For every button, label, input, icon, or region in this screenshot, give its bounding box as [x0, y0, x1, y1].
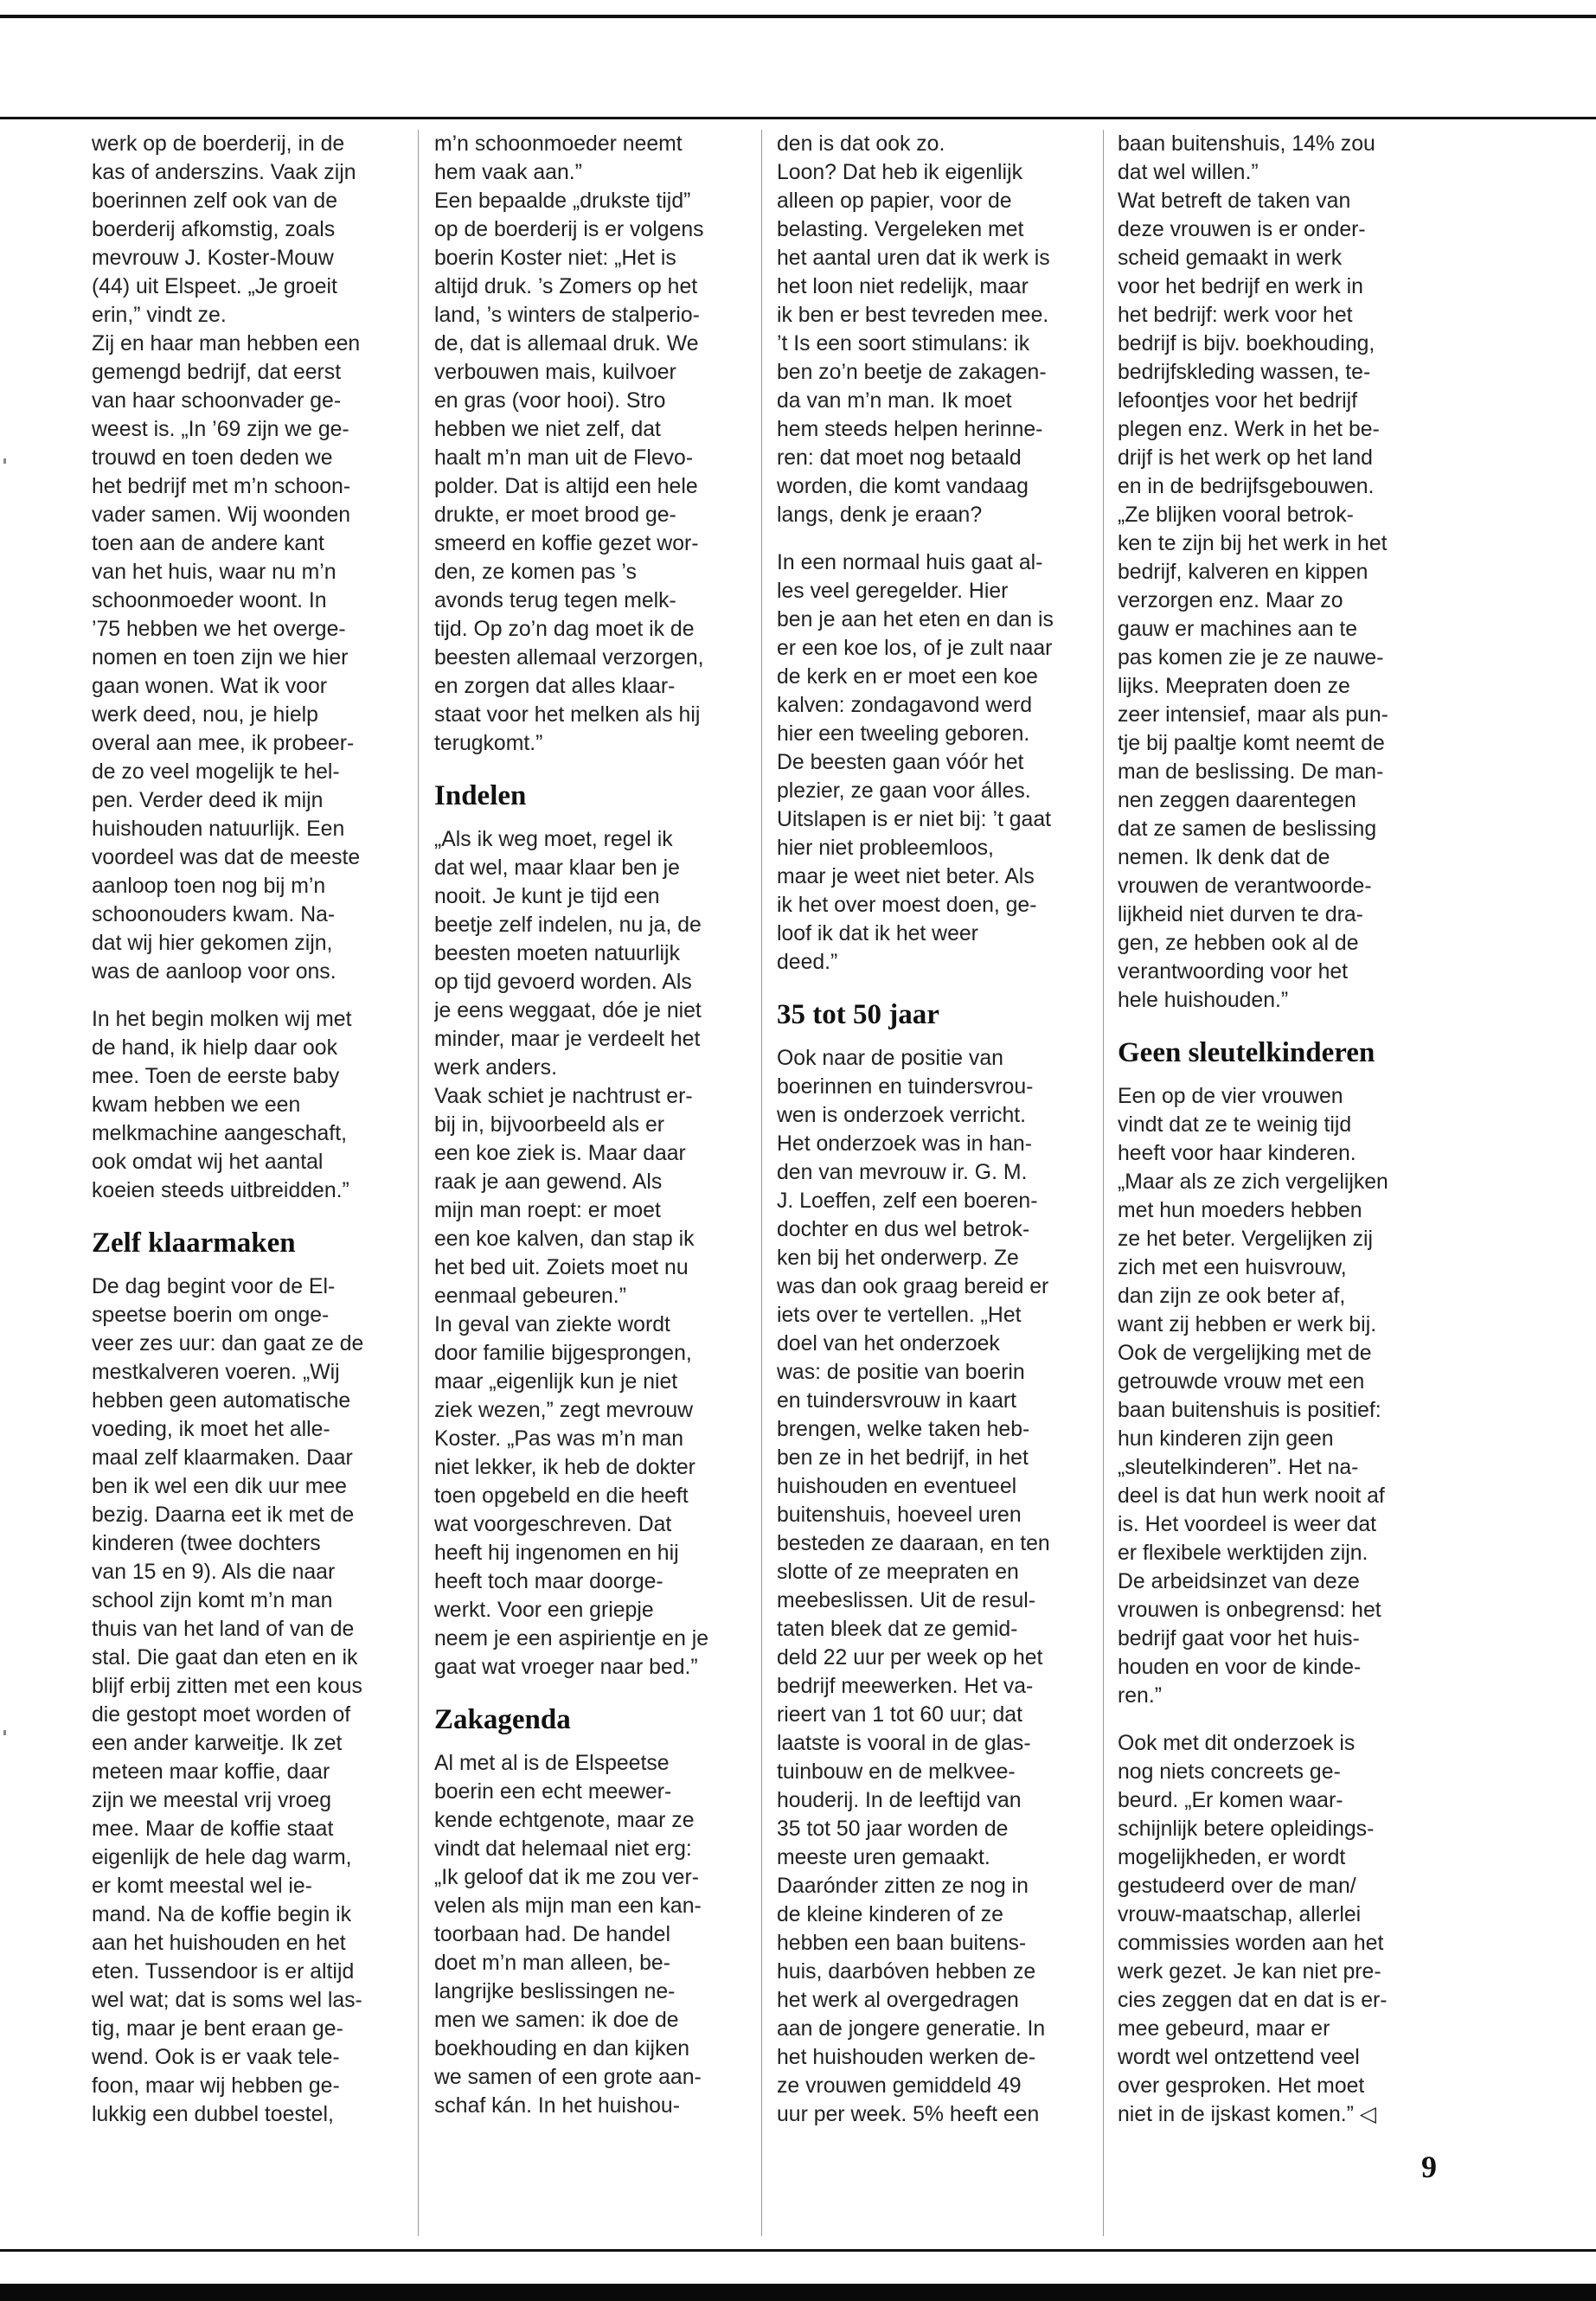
paragraph: In een normaal huis gaat al- les veel geregelder. Hier ben je aan het eten en dan is er een koe los, of je zult naar de kerk en er moet een koe kalven: zondagavond werd hier een tweeling geboren. De beesten gaan vóór het plezier, ze gaan voor álles. Uitslapen is er niet bij: ’t gaat hier niet probleemloos, maar je weet niet beter. Als ik het over moest doen, ge- loof ik dat ik het weer deed.”	[777, 551, 1054, 974]
page-number: 9	[1421, 2150, 1437, 2184]
article-column-4	[1118, 130, 1422, 2240]
frame-top-rule	[0, 117, 1596, 119]
paragraph: werk op de boerderij, in de kas of anderszins. Vaak zijn boerinnen zelf ook van de boerderij afkomstig, zoals mevrouw J. Koster-Mouw (44) uit Elspeet. „Je groeit erin,” vindt ze. Zij en haar man hebben een gemengd bedrijf, dat eerst van haar schoonvader ge- weest is. „In ’69 zijn we ge- trouwd en toen deden we het bedrijf met m’n schoon- vader samen. Wij woonden toen aan de andere kant van het huis, waar nu m’n schoonmoeder woont. In ’75 hebben we het overge- nomen en toen zijn we hier gaan wonen. Wat ik voor werk deed, nou, je hielp overal aan mee, ik probeer- de zo veel mogelijk te hel- pen. Verder deed ik mijn huishouden natuurlijk. Een voordeel was dat de meeste aanloop toen nog bij m’n schoonouders kwam. Na- dat wij hier gekomen zijn, was de aanloop voor ons.	[92, 132, 361, 984]
article-column-1	[92, 130, 396, 2240]
section-heading: Geen sleutelkinderen	[1118, 1037, 1375, 1068]
frame-bottom-rule	[0, 2249, 1596, 2252]
margin-mark	[3, 458, 6, 464]
section-heading: Zakagenda	[434, 1704, 571, 1735]
article-column-2	[434, 130, 739, 2240]
paragraph: De dag begint voor de El- speetse boerin om onge- veer zes uur: dan gaat ze de mestkalveren voeren. „Wij hebben geen automatische voeding, ik moet het alle- maal zelf klaarmaken. Daar ben ik wel een dik uur mee bezig. Daarna eet ik met de kinderen (twee dochters van 15 en 9). Als die naar school zijn komt m’n man thuis van het land of van de stal. Die gaat dan eten en ik blijf erbij zitten met een kous die gestopt moet worden of een ander karweitje. Ik zet meteen maar koffie, daar zijn we meestal vrij vroeg mee. Maar de koffie staat eigenlijk de hele dag warm, er komt meestal wel ie- mand. Na de koffie begin ik aan het huishouden en het eten. Tussendoor is er altijd wel wat; dat is soms wel las- tig, maar je bent eraan ge- wend. Ook is er vaak tele- foon, maar wij hebben ge- lukkig een dubbel toestel,	[92, 1275, 364, 2126]
paragraph: Al met al is de Elspeetse boerin een echt meewer- kende echtgenote, maar ze vindt dat helemaal niet erg: „Ik geloof dat ik me zou ver- velen als mijn man een kan- toorbaan had. De handel doet m’n man alleen, be- langrijke beslissingen ne- men we samen: ik doe de boekhouding en dan kijken we samen of een grote aan- schaf kán. In het huishou-	[434, 1752, 702, 2118]
paragraph: „Als ik weg moet, regel ik dat wel, maar klaar ben je nooit. Je kunt je tijd een beetje zelf indelen, nu ja, de beesten moeten natuurlijk op tijd gevoerd worden. Als je eens weggaat, dóe je niet minder, maar je verdeelt het werk anders. Vaak schiet je nachtrust er- bij in, bijvoorbeeld als er een koe ziek is. Maar daar raak je aan gewend. Als mijn man roept: er moet een koe kalven, dan stap ik het bed uit. Zoiets moet nu eenmaal gebeuren.” In geval van ziekte wordt door familie bijgesprongen, maar „eigenlijk kun je niet ziek wezen,” zegt mevrouw Koster. „Pas was m’n man niet lekker, ik heb de dokter toen opgebeld en die heeft wat voorgeschreven. Dat heeft hij ingenomen en hij heeft toch maar doorge- werkt. Voor een griepje neem je een aspirientje en je gaat wat vroeger naar bed.”	[434, 828, 709, 1679]
paragraph: baan buitenshuis, 14% zou dat wel willen.” Wat betreft de taken van deze vrouwen is er onder- scheid gemaakt in werk voor het bedrijf en werk in het bedrijf: werk voor het bedrijf is bijv. boekhouding, bedrijfskleding wassen, te- lefoontjes voor het bedrijf plegen enz. Werk in het be- drijf is het werk op het land en in de bedrijfsgebouwen. „Ze blijken vooral betrok- ken te zijn bij het werk in het bedrijf, kalveren en kippen verzorgen enz. Maar zo gauw er machines aan te pas komen zie je ze nauwe- lijks. Meepraten doen ze zeer intensief, maar als pun- tje bij paaltje komt neemt de man de beslissing. De man- nen zeggen daarentegen dat ze samen de beslissing nemen. Ik denk dat de vrouwen de verantwoorde- lijkheid niet durven te dra- gen, ze hebben ook al de verantwoording voor het hele huishouden.”	[1118, 132, 1388, 1012]
paragraph: den is dat ook zo. Loon? Dat heb ik eigenlijk alleen op papier, voor de belasting. Vergeleken met het aantal uren dat ik werk is het loon niet redelijk, maar ik ben er best tevreden mee. ’t Is een soort stimulans: ik ben zo’n beetje de zakagen- da van m’n man. Ik moet hem steeds helpen herinne- ren: dat moet nog betaald worden, die komt vandaag langs, denk je eraan?	[777, 132, 1050, 527]
column-divider	[761, 130, 762, 2236]
paragraph: Ook naar de positie van boerinnen en tuindersvrou- wen is onderzoek verricht. Het onderzoek was in han- den van mevrouw ir. G. M. J. Loeffen, zelf een boeren- dochter en dus wel betrok- ken bij het onderwerp. Ze was dan ook graag bereid er iets over te vertellen. „Het doel van het onderzoek was: de positie van boerin en tuindersvrouw in kaart brengen, welke taken heb- ben ze in het bedrijf, in het huishouden en eventueel buitenshuis, hoeveel uren besteden ze daaraan, en ten slotte of ze meepraten en meebeslissen. Uit de resul- taten bleek dat ze gemid- deld 22 uur per week op het bedrijf meewerken. Het va- rieert van 1 tot 60 uur; dat laatste is vooral in de glas- tuinbouw en de melkvee- houderij. In de leeftijd van 35 tot 50 jaar worden de meeste uren gemaakt. Daarónder zitten ze nog in de kleine kinderen of ze hebben een baan buitens- huis, daarbóven hebben ze het werk al overgedragen aan de jongere generatie. In het huishouden werken de- ze vrouwen gemiddeld 49 uur per week. 5% heeft een	[777, 1047, 1050, 2126]
paragraph: m’n schoonmoeder neemt hem vaak aan.” Een bepaalde „drukste tijd” op de boerderij is er volgens boerin Koster niet: „Het is altijd druk. ’s Zomers op het land, ’s winters de stalperio- de, dat is allemaal druk. We verbouwen mais, kuilvoer en gras (voor hooi). Stro hebben we niet zelf, dat haalt m’n man uit de Flevo- polder. Dat is altijd een hele drukte, er moet brood ge- smeerd en koffie gezet wor- den, ze komen pas ’s avonds terug tegen melk- tijd. Op zo’n dag moet ik de beesten allemaal verzorgen, en zorgen dat alles klaar- staat voor het melken als hij terugkomt.”	[434, 132, 704, 755]
section-heading: Zelf klaarmaken	[92, 1227, 296, 1259]
article-column-3	[777, 130, 1081, 2240]
page-bottom-rule	[0, 2284, 1596, 2301]
paragraph: Een op de vier vrouwen vindt dat ze te weinig tijd heeft voor haar kinderen. „Maar als ze zich vergelijken met hun moeders hebben ze het beter. Vergelijken zij zich met een huisvrouw, dan zijn ze ook beter af, want zij hebben er werk bij. Ook de vergelijking met de getrouwde vrouw met een baan buitenshuis is positief: hun kinderen zijn geen „sleutelkinderen”. Het na- deel is dat hun werk nooit af is. Het voordeel is weer dat er flexibele werktijden zijn. De arbeidsinzet van deze vrouwen is onbegrensd: het bedrijf gaat voor het huis- houden en voor de kinde- ren.”	[1118, 1085, 1388, 1708]
top-rule	[0, 15, 1596, 18]
column-divider	[1103, 130, 1104, 2236]
paragraph: In het begin molken wij met de hand, ik hielp daar ook mee. Toen de eerste baby kwam hebben we een melkmachine aangeschaft, ook omdat wij het aantal koeien steeds uitbreidden.”	[92, 1008, 352, 1202]
section-heading: Indelen	[434, 780, 527, 811]
section-heading: 35 tot 50 jaar	[777, 999, 939, 1030]
paragraph: Ook met dit onderzoek is nog niets concreets ge- beurd. „Er komen waar- schijnlijk betere opleidings- mogelijkheden, er wordt gestudeerd over de man/ vrouw-maatschap, allerlei commissies worden aan het werk gezet. Je kan niet pre- cies zeggen dat en dat is er- mee gebeurd, maar er wordt wel ontzettend veel over gesproken. Het moet niet in de ijskast komen.” ◁	[1118, 1732, 1388, 2126]
margin-mark	[3, 1730, 6, 1735]
column-divider	[418, 130, 419, 2236]
